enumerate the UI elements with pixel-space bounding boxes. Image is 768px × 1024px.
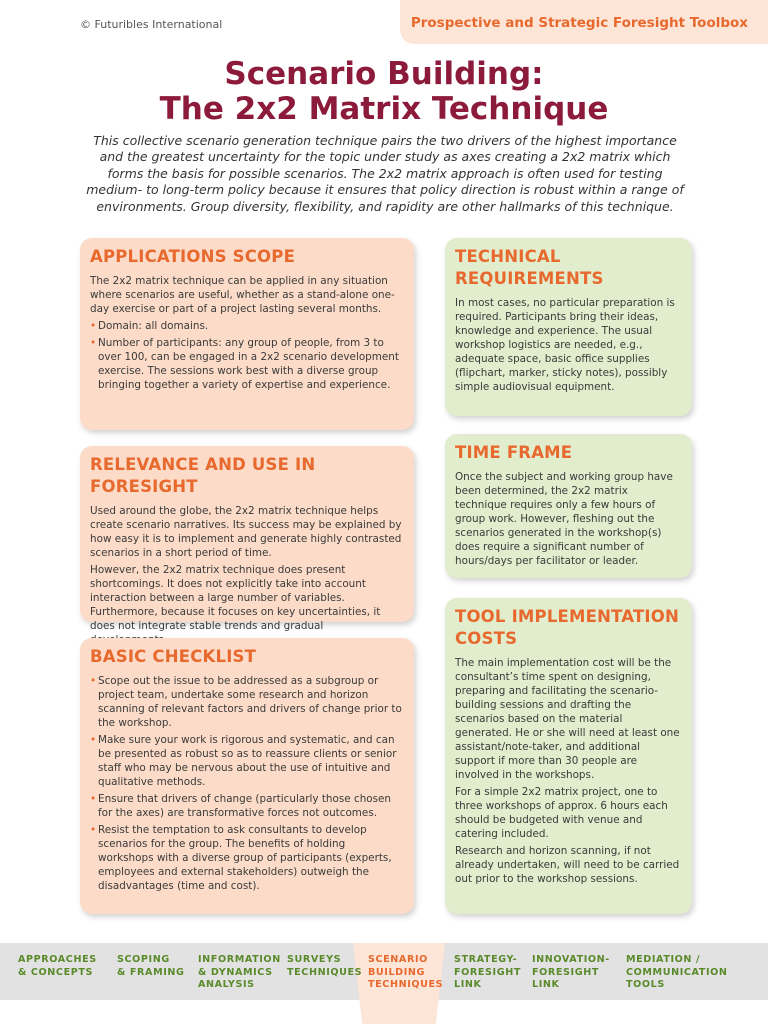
- relevance-card: [80, 446, 414, 632]
- nav-label: APPROACHES: [18, 954, 97, 965]
- nav-label: TOOLS: [626, 979, 665, 991]
- costs-text-3: Research and horizon scanning, if not already undertaken, will need to be carried out prior to the workshop sessions.: [455, 845, 680, 885]
- nav-label: & DYNAMICS: [198, 966, 273, 978]
- relevance-title: RELEVANCE AND USE IN FORESIGHT: [90, 455, 316, 496]
- nav-label: FORESIGHT: [532, 966, 599, 978]
- technical-text: In most cases, no particular preparation is required. Participants bring their ideas, knowledge and experience. The usual workshop logistics are needed, e.g., adequate space, basic office supplies (flipchart, marker, sticky notes), possibly simple audiovisual equipment.: [455, 297, 675, 393]
- nav-surveys-techniques[interactable]: [287, 954, 362, 979]
- toolbox-tab: [400, 0, 768, 44]
- nav-label: FORESIGHT: [454, 966, 521, 978]
- nav-label: TECHNIQUES: [287, 966, 363, 978]
- nav-innovation-foresight[interactable]: [532, 954, 610, 992]
- nav-information-dynamics[interactable]: [198, 954, 281, 992]
- costs-text-1: The main implementation cost will be the consultant’s time spent on designing, preparing and facilitating the scenario-building sessions and drafting the scenarios based on the material generated. He or she will need at least one assistant/note-taker, and additional support if more than 30 people are involved in the workshops.: [455, 657, 680, 781]
- nav-label: SCENARIO: [368, 954, 428, 965]
- nav-scenario-building[interactable]: [368, 954, 443, 992]
- nav-label: & CONCEPTS: [18, 966, 94, 978]
- time-frame-card: [445, 434, 692, 578]
- checklist-item: • Make sure your work is rigorous and systematic, and can be presented as robust so as to reassure clients or senior staff who may be nervous about the use of intuitive and qualitative methods.: [90, 733, 402, 789]
- nav-label: TECHNIQUES: [368, 979, 444, 991]
- checklist-list: [90, 674, 402, 893]
- applications-participants: • Number of participants: any group of people, from 3 to over 100, can be engaged in a 2x2 scenario development exercise. The sessions work best with a diverse group bringing together a variety of expertise and experience.: [90, 336, 402, 392]
- nav-label: INFORMATION: [198, 954, 281, 965]
- checklist-item: • Resist the temptation to ask consultants to develop scenarios for the group. The benefits of holding workshops with a diverse group of participants (experts, employees and external stakeholders) outweigh the disadvantages (time and cost).: [90, 823, 402, 893]
- nav-label: LINK: [532, 979, 560, 991]
- toolbox-title: Prospective and Strategic Foresight Toolbox: [410, 15, 748, 31]
- nav-label: INNOVATION-: [532, 954, 610, 965]
- page-title-line1: Scenario Building:: [224, 56, 544, 92]
- nav-label: LINK: [454, 979, 482, 991]
- timeframe-text: Once the subject and working group have been determined, the 2x2 matrix technique requires only a few hours of group work. However, fleshing out the scenarios generated in the workshop(s) does require a significant number of hours/days per facilitator or leader.: [455, 471, 673, 567]
- nav-label: & FRAMING: [117, 966, 185, 978]
- nav-label: ANALYSIS: [198, 979, 255, 991]
- nav-label: SURVEYS: [287, 954, 342, 965]
- nav-scoping-framing[interactable]: [117, 954, 185, 979]
- nav-label: COMMUNICATION: [626, 966, 728, 978]
- checklist-item: • Scope out the issue to be addressed as a subgroup or project team, undertake some research and horizon scanning of relevant factors and drivers of change prior to the workshop.: [90, 674, 402, 730]
- applications-scope-text: The 2x2 matrix technique can be applied in any situation where scenarios are useful, whether as a stand-alone one-day exercise or part of a project lasting several months.: [90, 275, 395, 315]
- basic-checklist-card: [80, 638, 414, 914]
- relevance-text-2: However, the 2x2 matrix technique does present shortcomings. It does not explicitly take into account interaction between a large number of variables. Furthermore, because it focuses on key uncertainties, it does not integrate stable trends and gradual: [90, 564, 381, 632]
- implementation-costs-card: [445, 598, 692, 914]
- relevance-text-1: Used around the globe, the 2x2 matrix technique helps create scenario narratives. Its success may be explained by how easy it is to implement and generate highly contrasted scenarios in a short period of time.: [90, 505, 402, 559]
- copyright: © Futuribles International: [80, 18, 223, 31]
- timeframe-title: TIME FRAME: [455, 443, 573, 462]
- costs-text-2: For a simple 2x2 matrix project, one to three workshops of approx. 6 hours each should be budgeted with venue and catering included.: [455, 786, 668, 840]
- nav-mediation-communication[interactable]: [626, 954, 728, 992]
- technical-title: TECHNICAL REQUIREMENTS: [455, 247, 604, 288]
- checklist-title: BASIC CHECKLIST: [90, 647, 257, 666]
- nav-label: MEDIATION /: [626, 954, 701, 965]
- costs-title: TOOL IMPLEMENTATION COSTS: [455, 607, 679, 648]
- page-title-line2: The 2x2 Matrix Technique: [159, 91, 609, 127]
- applications-scope-list: [90, 319, 402, 392]
- applications-domain: • Domain: all domains.: [90, 319, 402, 333]
- applications-scope-title: APPLICATIONS SCOPE: [90, 247, 296, 266]
- checklist-item: • Ensure that drivers of change (particularly those chosen for the axes) are transformative forces not outcomes.: [90, 792, 402, 820]
- nav-label: BUILDING: [368, 966, 426, 978]
- technical-requirements-card: [445, 238, 692, 416]
- applications-scope-card: [80, 238, 414, 430]
- nav-label: STRATEGY-: [454, 954, 518, 965]
- nav-label: SCOPING: [117, 954, 170, 965]
- nav-approaches-concepts[interactable]: [18, 954, 97, 979]
- intro-text: This collective scenario generation technique pairs the two drivers of the highest importance and the greatest uncertainty for the topic under study as axes creating a 2x2 matrix which forms the basis for possible scenarios. The 2x2 matrix approach is often used for testing medium- to long-term policy because it ensures that policy direction is robust within a range of environments. Group diversity, flexibility, and rapidity are other hallmarks of this technique.: [86, 133, 684, 214]
- nav-strategy-foresight[interactable]: [454, 954, 521, 992]
